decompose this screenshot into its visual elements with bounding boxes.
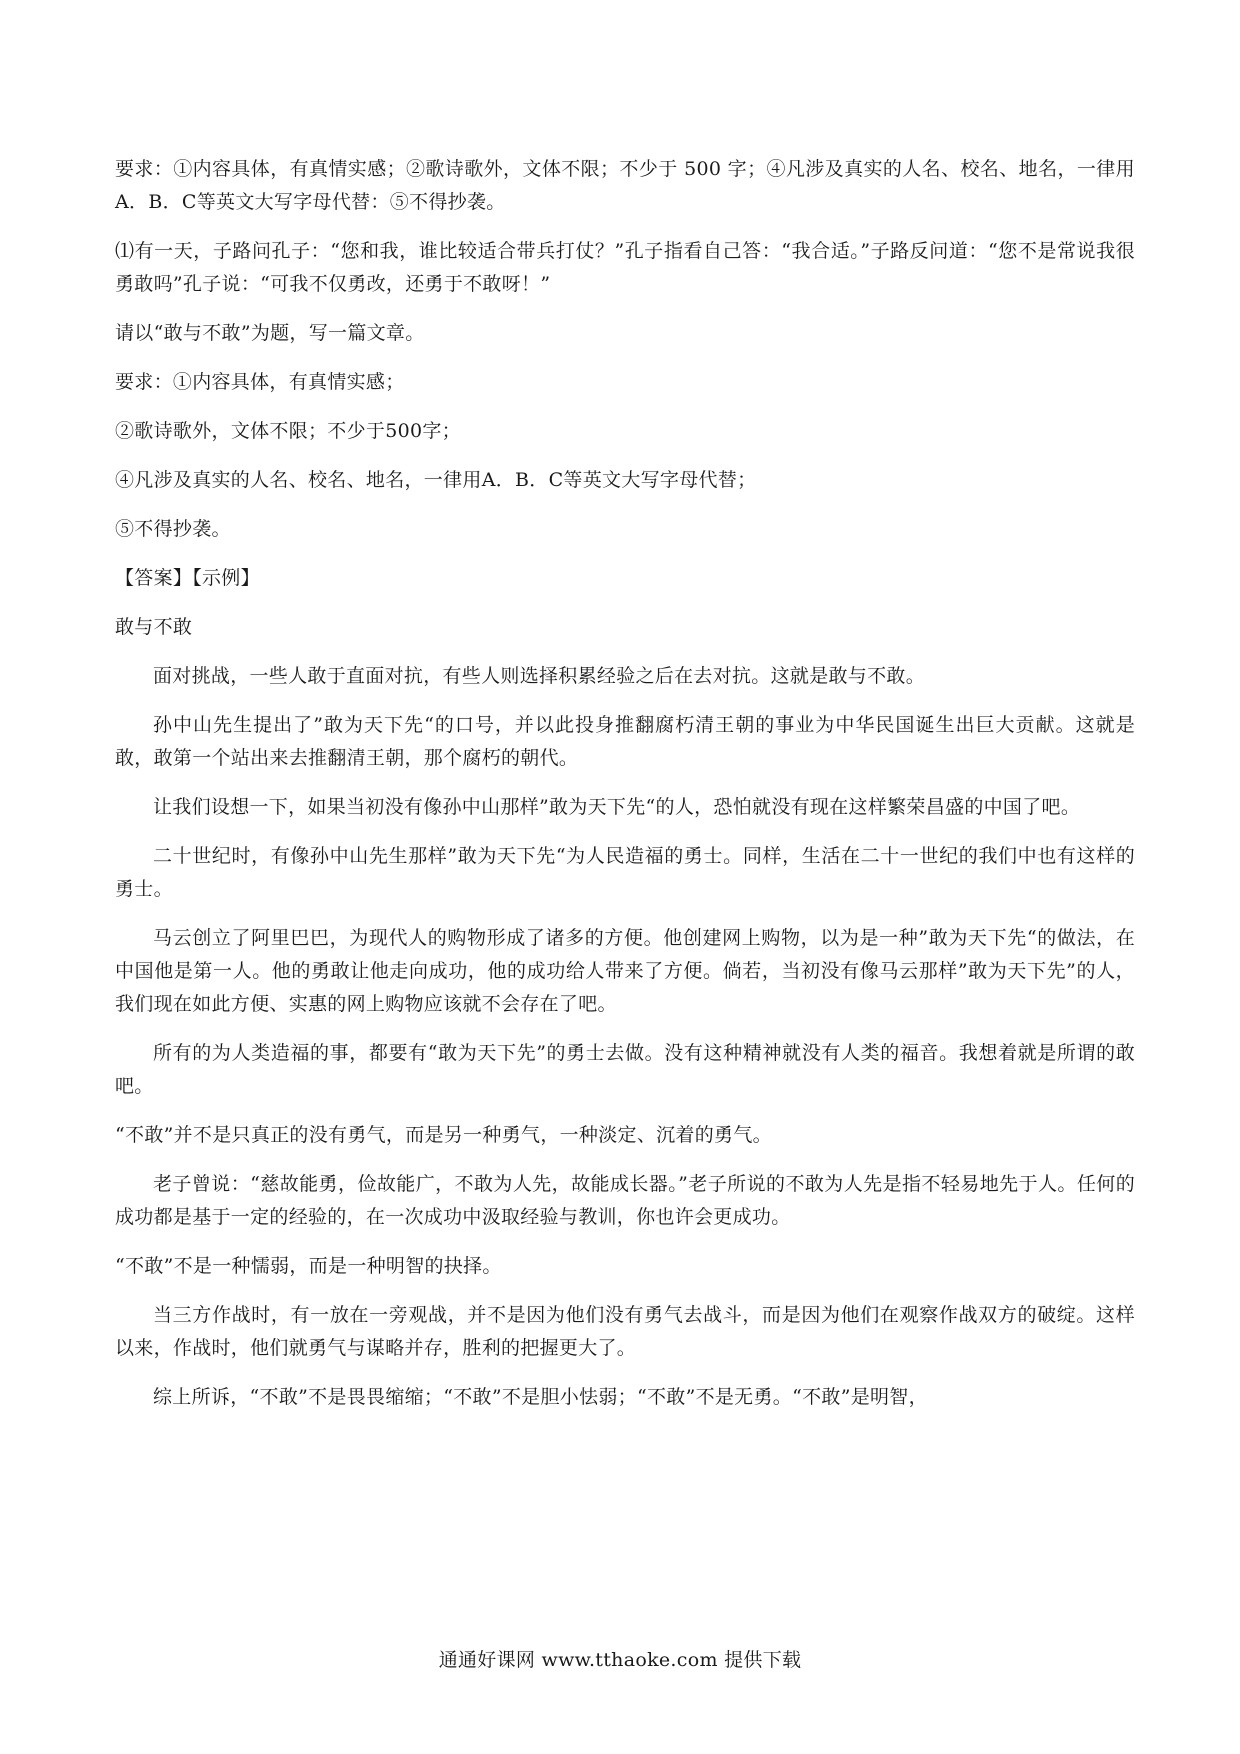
requirement-item-1: 要求：①内容具体，有真情实感； — [115, 371, 405, 393]
requirement-item-5: ⑤不得抄袭。 — [115, 518, 231, 540]
essay-paragraph: 马云创立了阿里巴巴，为现代人的购物形成了诸多的方便。他创建网上购物，以为是一种”敢为天下先“的做法，在中国他是第一人。他的勇敢让他走向成功，他的成功给人带来了方便。倘若，当初没有像马云那样”敢为天下先”的人，我们现在如此方便、实惠的网上购物应该就不会存在了吧。 — [115, 927, 1135, 1015]
essay-paragraph: 孙中山先生提出了”敢为天下先“的口号，并以此投身推翻腐朽清王朝的事业为中华民国诞生出巨大贡献。这就是敢，敢第一个站出来去推翻清王朝，那个腐朽的朝代。 — [115, 714, 1135, 769]
essay-paragraph: 综上所诉，“不敢”不是畏畏缩缩；“不敢”不是胆小怯弱；“不敢”不是无勇。“不敢”是明智， — [153, 1386, 928, 1408]
essay-paragraph: 所有的为人类造福的事，都要有“敢为天下先”的勇士去做。没有这种精神就没有人类的福音。我想着就是所谓的敢吧。 — [115, 1042, 1135, 1097]
essay-paragraph: 当三方作战时，有一放在一旁观战，并不是因为他们没有勇气去战斗，而是因为他们在观察作战双方的破绽。这样以来，作战时，他们就勇气与谋略并存，胜利的把握更大了。 — [115, 1304, 1135, 1359]
document-body — [115, 153, 1135, 1430]
requirement-item-2: ②歌诗歌外，文体不限；不少于500字； — [115, 420, 461, 442]
prompt-story-paragraph: ⑴有一天，子路问孔子：“您和我，谁比较适合带兵打仗？”孔子指看自己答：“我合适。”子路反问道：“您不是常说我很勇敢吗”孔子说：“可我不仅勇改，还勇于不敢呀！” — [115, 240, 1135, 295]
requirement-item-4: ④凡涉及真实的人名、校名、地名，一律用A．B．C等英文大写字母代替； — [115, 469, 757, 491]
essay-title: 敢与不敢 — [115, 616, 193, 638]
prompt-title-paragraph: 请以“敢与不敢”为题，写一篇文章。 — [115, 322, 425, 344]
page-footer: 通通好课网 www.tthaoke.com 提供下载 — [438, 1649, 802, 1671]
answer-heading: 【答案】【示例】 — [115, 567, 260, 589]
essay-paragraph: 面对挑战，一些人敢于直面对抗，有些人则选择积累经验之后在去对抗。这就是敢与不敢。 — [153, 665, 926, 687]
essay-paragraph: “不敢”不是一种懦弱，而是一种明智的抉择。 — [115, 1255, 502, 1277]
essay-paragraph: 二十世纪时，有像孙中山先生那样”敢为天下先“为人民造福的勇士。同样，生活在二十一世纪的我们中也有这样的勇士。 — [115, 845, 1135, 900]
essay-paragraph: 让我们设想一下，如果当初没有像孙中山那样”敢为天下先“的人，恐怕就没有现在这样繁荣昌盛的中国了吧。 — [153, 796, 1081, 818]
essay-paragraph: “不敢”并不是只真正的没有勇气，而是另一种勇气，一种淡定、沉着的勇气。 — [115, 1124, 772, 1146]
essay-paragraph: 老子曾说：“慈故能勇，俭故能广，不敢为人先，故能成长器。”老子所说的不敢为人先是指不轻易地先于人。任何的成功都是基于一定的经验的，在一次成功中汲取经验与教训，你也许会更成功。 — [115, 1173, 1135, 1228]
requirements-paragraph: 要求：①内容具体，有真情实感；②歌诗歌外，文体不限；不少于 500 字；④凡涉及真实的人名、校名、地名，一律用A．B．C等英文大写字母代替：⑤不得抄袭。 — [115, 158, 1135, 213]
